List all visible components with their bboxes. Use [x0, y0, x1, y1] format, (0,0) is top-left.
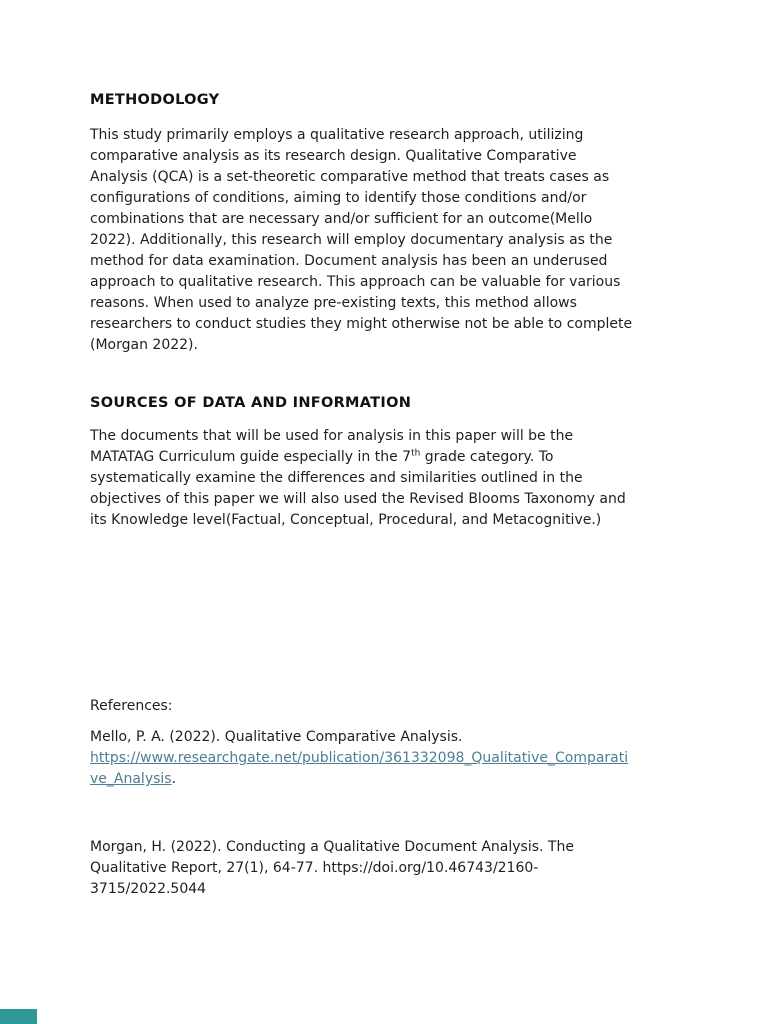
- text-line: its Knowledge level(Factual, Conceptual, Procedural, and Metacognitive.): [90, 512, 602, 528]
- text-line: [90, 769, 690, 790]
- text-line: [90, 748, 690, 769]
- text-line: method for data examination. Document analysis has been an underused: [90, 253, 608, 269]
- text-line: systematically examine the differences and similarities outlined in the: [90, 470, 583, 486]
- researchgate-link-line-1[interactable]: https://www.researchgate.net/publication/361332098_Qualitative_Comparati: [90, 750, 629, 766]
- text-line: reasons. When used to analyze pre-existing texts, this method allows: [90, 295, 577, 311]
- references-label: References:: [90, 698, 173, 714]
- text-line: Mello, P. A. (2022). Qualitative Comparative Analysis.: [90, 729, 463, 745]
- text-line: approach to qualitative research. This approach can be valuable for various: [90, 274, 621, 290]
- superscript-ordinal: th: [411, 448, 421, 459]
- text-line: Morgan, H. (2022). Conducting a Qualitative Document Analysis. The: [90, 839, 574, 855]
- text-line: This study primarily employs a qualitative research approach, utilizing: [90, 127, 584, 143]
- next-page-fragment: [0, 1009, 37, 1024]
- methodology-heading: METHODOLOGY: [90, 92, 220, 108]
- text-line: comparative analysis as its research design. Qualitative Comparative: [90, 148, 577, 164]
- text-run: MATATAG Curriculum guide especially in the 7: [90, 449, 412, 465]
- text-run: grade category. To: [420, 449, 554, 465]
- reference-entry-mello: [90, 727, 690, 790]
- text-line: Analysis (QCA) is a set-theoretic comparative method that treats cases as: [90, 169, 610, 185]
- methodology-paragraph: [90, 125, 690, 356]
- sources-paragraph: [90, 426, 690, 531]
- text-line: (Morgan 2022).: [90, 337, 198, 353]
- text-line: Qualitative Report, 27(1), 64-77. https://doi.org/10.46743/2160-: [90, 860, 539, 876]
- reference-entry-morgan: [90, 837, 690, 900]
- text-run: .: [171, 771, 177, 787]
- text-line: The documents that will be used for analysis in this paper will be the: [90, 428, 574, 444]
- text-line-with-superscript: [90, 447, 690, 468]
- text-line: combinations that are necessary and/or sufficient for an outcome(Mello: [90, 211, 593, 227]
- sources-heading: SOURCES OF DATA AND INFORMATION: [90, 395, 412, 411]
- text-line: researchers to conduct studies they might otherwise not be able to complete: [90, 316, 633, 332]
- text-line: 3715/2022.5044: [90, 881, 207, 897]
- researchgate-link-line-2[interactable]: ve_Analysis: [90, 771, 172, 787]
- text-line: 2022). Additionally, this research will employ documentary analysis as the: [90, 232, 613, 248]
- text-line: objectives of this paper we will also used the Revised Blooms Taxonomy and: [90, 491, 626, 507]
- text-line: configurations of conditions, aiming to identify those conditions and/or: [90, 190, 587, 206]
